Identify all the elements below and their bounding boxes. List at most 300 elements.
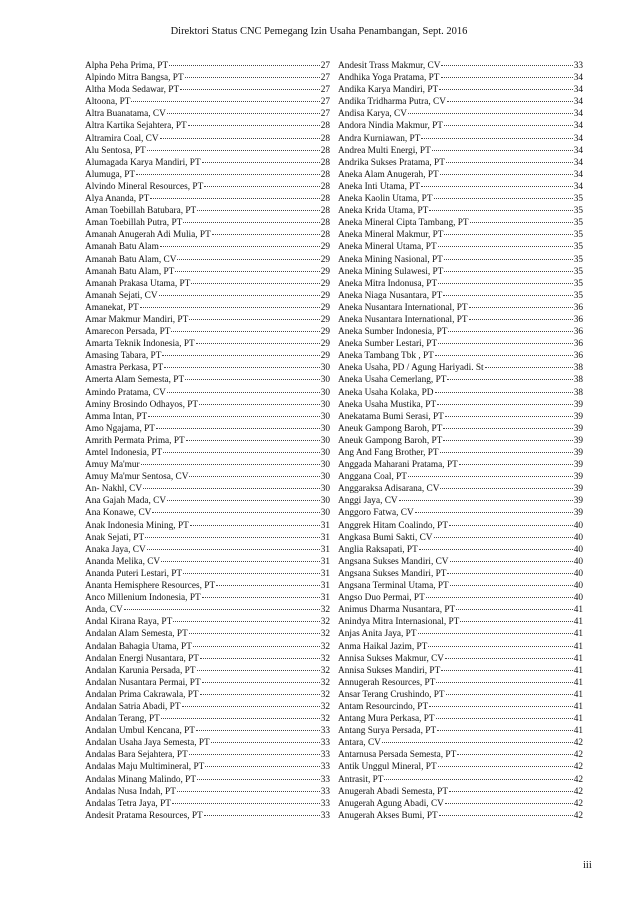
index-entry <box>338 713 583 725</box>
entry-name: Anma Haikal Jazim, PT <box>338 641 428 652</box>
dot-leader <box>171 331 319 332</box>
dot-leader <box>469 319 573 320</box>
entry-page-number: 27 <box>320 109 330 120</box>
index-entry <box>85 507 330 519</box>
entry-name: Antik Unggul Mineral, PT <box>338 762 437 773</box>
dot-leader <box>438 246 573 247</box>
entry-name: Aneka Krida Utama, PT <box>338 206 429 217</box>
entry-name: Andalan Bahagia Utama, PT <box>85 641 192 652</box>
entry-name: Anco Millenium Indonesia, PT <box>85 593 201 604</box>
index-entry <box>85 193 330 205</box>
index-entry <box>338 411 583 423</box>
dot-leader <box>445 416 573 417</box>
dot-leader <box>147 549 320 550</box>
index-entry <box>85 580 330 592</box>
index-entry <box>85 72 330 84</box>
entry-page-number: 36 <box>573 351 583 362</box>
dot-leader <box>443 440 572 441</box>
index-entry <box>338 157 583 169</box>
dot-leader <box>202 162 320 163</box>
dot-leader <box>421 138 572 139</box>
entry-page-number: 33 <box>320 738 330 749</box>
entry-page-number: 39 <box>573 460 583 471</box>
entry-page-number: 36 <box>573 327 583 338</box>
entry-page-number: 30 <box>320 363 330 374</box>
entry-page-number: 29 <box>320 302 330 313</box>
index-entry <box>338 84 583 96</box>
entry-page-number: 32 <box>320 689 330 700</box>
index-entry <box>85 350 330 362</box>
entry-page-number: 31 <box>320 532 330 543</box>
index-entry <box>85 701 330 713</box>
dot-leader <box>457 754 572 755</box>
index-entry <box>338 435 583 447</box>
dot-leader <box>202 597 320 598</box>
dot-leader <box>161 561 320 562</box>
entry-page-number: 32 <box>320 701 330 712</box>
entry-name: Amanah Anugerah Adi Mulia, PT <box>85 230 211 241</box>
entry-name: Aman Toebillah Batubara, PT <box>85 206 197 217</box>
index-entry <box>85 495 330 507</box>
entry-name: Ansar Terang Crushindo, PT <box>338 689 445 700</box>
entry-page-number: 28 <box>320 121 330 132</box>
index-entry <box>338 592 583 604</box>
dot-leader <box>190 525 320 526</box>
index-entry <box>338 374 583 386</box>
dot-leader <box>436 718 573 719</box>
entry-page-number: 36 <box>573 339 583 350</box>
dot-leader <box>193 646 320 647</box>
dot-leader <box>147 150 320 151</box>
entry-name: Aneka Alam Anugerah, PT <box>338 169 439 180</box>
index-entry <box>85 157 330 169</box>
dot-leader <box>469 307 573 308</box>
index-entry <box>338 326 583 338</box>
entry-page-number: 31 <box>320 556 330 567</box>
index-entry <box>85 241 330 253</box>
entry-page-number: 32 <box>320 605 330 616</box>
entry-page-number: 39 <box>573 472 583 483</box>
entry-name: Andalas Minang Malindo, PT <box>85 774 197 785</box>
index-entry <box>338 471 583 483</box>
entry-page-number: 30 <box>320 435 330 446</box>
entry-page-number: 30 <box>320 496 330 507</box>
entry-name: Angkasa Bumi Sakti, CV <box>338 532 433 543</box>
index-entry <box>338 641 583 653</box>
index-entry <box>338 387 583 399</box>
entry-page-number: 35 <box>573 242 583 253</box>
entry-name: Alu Sentosa, PT <box>85 145 146 156</box>
index-entry <box>338 749 583 761</box>
entry-page-number: 36 <box>573 302 583 313</box>
entry-page-number: 38 <box>573 363 583 374</box>
index-entry <box>85 532 330 544</box>
dot-leader <box>441 65 572 66</box>
entry-name: Andika Tridharma Putra, CV <box>338 97 446 108</box>
entry-name: Amarta Teknik Indonesia, PT <box>85 339 195 350</box>
entry-page-number: 35 <box>573 278 583 289</box>
dot-leader <box>160 246 320 247</box>
index-entry <box>85 471 330 483</box>
page-number: iii <box>583 860 592 871</box>
entry-name: Amma Intan, PT <box>85 411 148 422</box>
entry-page-number: 28 <box>320 218 330 229</box>
entry-page-number: 34 <box>573 145 583 156</box>
entry-page-number: 41 <box>573 714 583 725</box>
dot-leader <box>197 779 320 780</box>
entry-name: Altoona, PT <box>85 97 131 108</box>
entry-name: Antam Resourcindo, PT <box>338 701 429 712</box>
index-entry <box>338 677 583 689</box>
entry-name: Antarnusa Persada Semesta, PT <box>338 750 457 761</box>
entry-name: Anugerah Agung Abadi, CV <box>338 798 444 809</box>
dot-leader <box>160 138 320 139</box>
entry-page-number: 34 <box>573 109 583 120</box>
index-entry <box>85 544 330 556</box>
entry-page-number: 38 <box>573 387 583 398</box>
entry-name: An- Nakhl, CV <box>85 484 143 495</box>
entry-name: Anda, CV <box>85 605 123 616</box>
entry-name: Amanah Sejati, CV <box>85 290 158 301</box>
dot-leader <box>124 609 320 610</box>
entry-page-number: 34 <box>573 181 583 192</box>
entry-name: Anggana Coal, PT <box>338 472 407 483</box>
entry-name: Anugerah Akses Bumi, PT <box>338 810 438 821</box>
dot-leader <box>186 440 320 441</box>
entry-page-number: 31 <box>320 544 330 555</box>
entry-page-number: 34 <box>573 169 583 180</box>
index-entry <box>85 374 330 386</box>
entry-name: Amtel Indonesia, PT <box>85 448 163 458</box>
index-entry <box>85 338 330 350</box>
entry-name: Andisa Karya, CV <box>338 109 407 120</box>
entry-name: Annugerah Resources, PT <box>338 677 436 688</box>
entry-name: Aneka Inti Utama, PT <box>338 181 421 192</box>
entry-page-number: 29 <box>320 254 330 265</box>
index-entry <box>85 314 330 326</box>
dot-leader <box>446 694 573 695</box>
index-entry <box>338 483 583 495</box>
index-entry <box>85 677 330 689</box>
index-entry <box>85 798 330 810</box>
index-entry <box>338 761 583 773</box>
index-entry <box>85 435 330 447</box>
index-entry <box>85 169 330 181</box>
dot-leader <box>200 694 320 695</box>
entry-page-number: 35 <box>573 254 583 265</box>
dot-leader <box>143 488 320 489</box>
entry-page-number: 28 <box>320 206 330 217</box>
dot-leader <box>434 198 573 199</box>
entry-page-number: 36 <box>573 314 583 325</box>
entry-name: Amanah Batu Alam, CV <box>85 254 177 265</box>
entry-page-number: 41 <box>573 726 583 737</box>
entry-name: Aneka Sumber Indonesia, PT <box>338 327 448 338</box>
dot-leader <box>429 706 573 707</box>
dot-leader <box>436 682 572 683</box>
entry-page-number: 28 <box>320 181 330 192</box>
entry-page-number: 42 <box>573 810 583 821</box>
entry-name: Ang And Fang Brother, PT <box>338 448 439 458</box>
dot-leader <box>162 355 319 356</box>
index-entry <box>85 786 330 798</box>
entry-name: Alya Ananda, PT <box>85 194 150 205</box>
index-entry <box>85 399 330 411</box>
entry-name: Aneka Tambang Tbk , PT <box>338 351 434 362</box>
index-entry <box>85 761 330 773</box>
index-entry <box>85 483 330 495</box>
index-entry <box>85 641 330 653</box>
entry-name: Antang Mura Perkasa, PT <box>338 714 435 725</box>
dot-leader <box>441 77 573 78</box>
index-entry <box>338 193 583 205</box>
index-entry <box>85 145 330 157</box>
dot-leader <box>456 609 572 610</box>
entry-name: Angsana Terminal Utama, PT <box>338 581 449 592</box>
dot-leader <box>156 428 320 429</box>
entry-name: Anjas Anita Jaya, PT <box>338 629 417 640</box>
dot-leader <box>196 343 320 344</box>
dot-leader <box>450 561 573 562</box>
index-entry <box>85 278 330 290</box>
entry-name: Angsana Sukses Mandiri, CV <box>338 556 449 567</box>
dot-leader <box>172 803 320 804</box>
entry-name: Animus Dharma Nusantara, PT <box>338 605 456 616</box>
entry-page-number: 39 <box>573 399 583 410</box>
dot-leader <box>189 319 319 320</box>
index-entry <box>338 350 583 362</box>
dot-leader <box>196 730 320 731</box>
entry-name: Ananta Hemisphere Resources, PT <box>85 581 216 592</box>
dot-leader <box>382 742 573 743</box>
entry-name: Amindo Pratama, CV <box>85 387 166 398</box>
index-entry <box>85 217 330 229</box>
dot-leader <box>185 77 320 78</box>
entry-name: Angsana Sukses Mandiri, PT <box>338 568 447 579</box>
entry-page-number: 27 <box>320 85 330 96</box>
dot-leader <box>447 379 572 380</box>
entry-page-number: 31 <box>320 520 330 531</box>
index-entry <box>338 810 583 822</box>
entry-page-number: 39 <box>573 435 583 446</box>
entry-name: Aneka Mining Nasional, PT <box>338 254 443 265</box>
index-entry <box>85 60 330 72</box>
entry-page-number: 40 <box>573 568 583 579</box>
entry-name: Angso Duo Permai, PT <box>338 593 425 604</box>
entry-name: Andrea Multi Energi, PT <box>338 145 431 156</box>
index-entry <box>85 362 330 374</box>
entry-name: Andalan Umbul Kencana, PT <box>85 726 195 737</box>
entry-page-number: 29 <box>320 278 330 289</box>
dot-leader <box>444 259 573 260</box>
dot-leader <box>169 65 320 66</box>
entry-name: Aneka Usaha, PD / Agung Hariyadi. St <box>338 363 484 374</box>
dot-leader <box>188 125 320 126</box>
dot-leader <box>446 162 573 163</box>
dot-leader <box>216 585 320 586</box>
entry-name: Andora Nindia Makmur, PT <box>338 121 443 132</box>
index-entry <box>338 556 583 568</box>
index-entry <box>85 411 330 423</box>
index-entry <box>85 447 330 459</box>
dot-leader <box>197 670 320 671</box>
dot-leader <box>450 585 573 586</box>
entry-page-number: 34 <box>573 157 583 168</box>
index-entry <box>338 459 583 471</box>
index-entry <box>85 628 330 640</box>
entry-name: Anak Indonesia Mining, PT <box>85 520 189 531</box>
index-entry <box>85 665 330 677</box>
entry-name: Amarecon Persada, PT <box>85 327 171 338</box>
index-entry <box>338 580 583 592</box>
dot-leader <box>183 573 320 574</box>
entry-page-number: 39 <box>573 423 583 434</box>
dot-leader <box>189 754 320 755</box>
index-entry <box>338 60 583 72</box>
dot-leader <box>421 186 573 187</box>
entry-page-number: 32 <box>320 617 330 628</box>
dot-leader <box>163 452 319 453</box>
entry-name: Andalas Bara Sejahtera, PT <box>85 750 188 761</box>
entry-name: Amanah Batu Alam, PT <box>85 266 175 277</box>
entry-page-number: 28 <box>320 169 330 180</box>
index-entry <box>338 145 583 157</box>
entry-name: Amerta Alam Semesta, PT <box>85 375 185 386</box>
dot-leader <box>445 658 573 659</box>
index-entry <box>85 423 330 435</box>
dot-leader <box>200 658 320 659</box>
entry-name: Altra Kartika Sejahtera, PT <box>85 121 187 132</box>
entry-page-number: 33 <box>320 798 330 809</box>
index-entry <box>338 628 583 640</box>
index-entry <box>338 278 583 290</box>
index-entry <box>85 713 330 725</box>
entry-name: Alpindo Mitra Bangsa, PT <box>85 73 184 84</box>
entry-page-number: 30 <box>320 484 330 495</box>
dot-leader <box>438 766 573 767</box>
index-entry <box>85 810 330 822</box>
entry-page-number: 27 <box>320 73 330 84</box>
index-entry <box>338 290 583 302</box>
dot-leader <box>199 404 320 405</box>
dot-leader <box>131 101 319 102</box>
dot-leader <box>440 488 572 489</box>
entry-page-number: 32 <box>320 665 330 676</box>
index-entry <box>85 592 330 604</box>
entry-name: Ananda Puteri Lestari, PT <box>85 568 183 579</box>
entry-page-number: 30 <box>320 460 330 471</box>
entry-page-number: 34 <box>573 73 583 84</box>
dot-leader <box>444 125 573 126</box>
dot-leader <box>447 101 573 102</box>
dot-leader <box>167 500 320 501</box>
entry-page-number: 33 <box>320 726 330 737</box>
dot-leader <box>202 682 320 683</box>
dot-leader <box>173 621 319 622</box>
dot-leader <box>485 367 573 368</box>
index-entry <box>338 266 583 278</box>
entry-page-number: 30 <box>320 411 330 422</box>
dot-leader <box>439 815 573 816</box>
index-entry <box>338 362 583 374</box>
index-entry <box>85 556 330 568</box>
entry-page-number: 27 <box>320 61 330 71</box>
entry-name: Ananda Melika, CV <box>85 556 161 567</box>
dot-leader <box>164 367 319 368</box>
dot-leader <box>443 295 572 296</box>
dot-leader <box>415 512 573 513</box>
entry-name: Aneka Sumber Lestari, PT <box>338 339 438 350</box>
entry-name: Andrika Sukses Pratama, PT <box>338 157 445 168</box>
entry-page-number: 33 <box>320 750 330 761</box>
dot-leader <box>152 512 319 513</box>
entry-name: Anggada Maharani Pratama, PT <box>338 460 458 471</box>
entry-name: Andal Kirana Raya, PT <box>85 617 173 628</box>
entry-name: Anindya Mitra Internasional, PT <box>338 617 460 628</box>
entry-page-number: 42 <box>573 738 583 749</box>
entry-name: Antara, CV <box>338 738 381 749</box>
index-entry <box>338 302 583 314</box>
dot-leader <box>435 355 573 356</box>
index-entry <box>85 181 330 193</box>
entry-page-number: 39 <box>573 448 583 458</box>
index-entry <box>338 520 583 532</box>
entry-page-number: 28 <box>320 194 330 205</box>
entry-page-number: 35 <box>573 194 583 205</box>
entry-page-number: 39 <box>573 484 583 495</box>
entry-name: Andalas Tetra Jaya, PT <box>85 798 171 809</box>
index-entry <box>338 96 583 108</box>
dot-leader <box>150 198 319 199</box>
entry-page-number: 33 <box>320 786 330 797</box>
entry-name: Antrasit, PT <box>338 774 384 785</box>
index-entry <box>338 181 583 193</box>
entry-name: Aneka Usaha Cemerlang, PT <box>338 375 447 386</box>
index-entry <box>85 133 330 145</box>
entry-page-number: 31 <box>320 593 330 604</box>
entry-name: Amanah Prakasa Utama, PT <box>85 278 191 289</box>
index-entry <box>338 616 583 628</box>
entry-name: Alumuga, PT <box>85 169 136 180</box>
entry-page-number: 42 <box>573 750 583 761</box>
entry-page-number: 31 <box>320 568 330 579</box>
index-entry <box>338 217 583 229</box>
index-entry <box>85 689 330 701</box>
entry-page-number: 41 <box>573 605 583 616</box>
index-entry <box>338 532 583 544</box>
entry-name: Andra Kurniawan, PT <box>338 133 421 144</box>
index-entry <box>338 108 583 120</box>
entry-page-number: 41 <box>573 701 583 712</box>
page-header: Direktori Status CNC Pemegang Izin Usaha Penambangan, Sept. 2016 <box>170 26 468 37</box>
dot-leader <box>136 174 320 175</box>
entry-page-number: 34 <box>573 85 583 96</box>
entry-page-number: 41 <box>573 689 583 700</box>
index-entry <box>338 725 583 737</box>
entry-page-number: 38 <box>573 375 583 386</box>
entry-name: Aneka Usaha Mustika, PT <box>338 399 437 410</box>
entry-page-number: 40 <box>573 556 583 567</box>
entry-name: Ana Konawe, CV <box>85 508 152 519</box>
dot-leader <box>189 476 319 477</box>
entry-page-number: 30 <box>320 472 330 483</box>
index-entry <box>85 568 330 580</box>
entry-page-number: 28 <box>320 145 330 156</box>
entry-name: Anggaraksa Adisarana, CV <box>338 484 440 495</box>
entry-page-number: 34 <box>573 97 583 108</box>
dot-leader <box>197 210 319 211</box>
index-entry <box>85 774 330 786</box>
